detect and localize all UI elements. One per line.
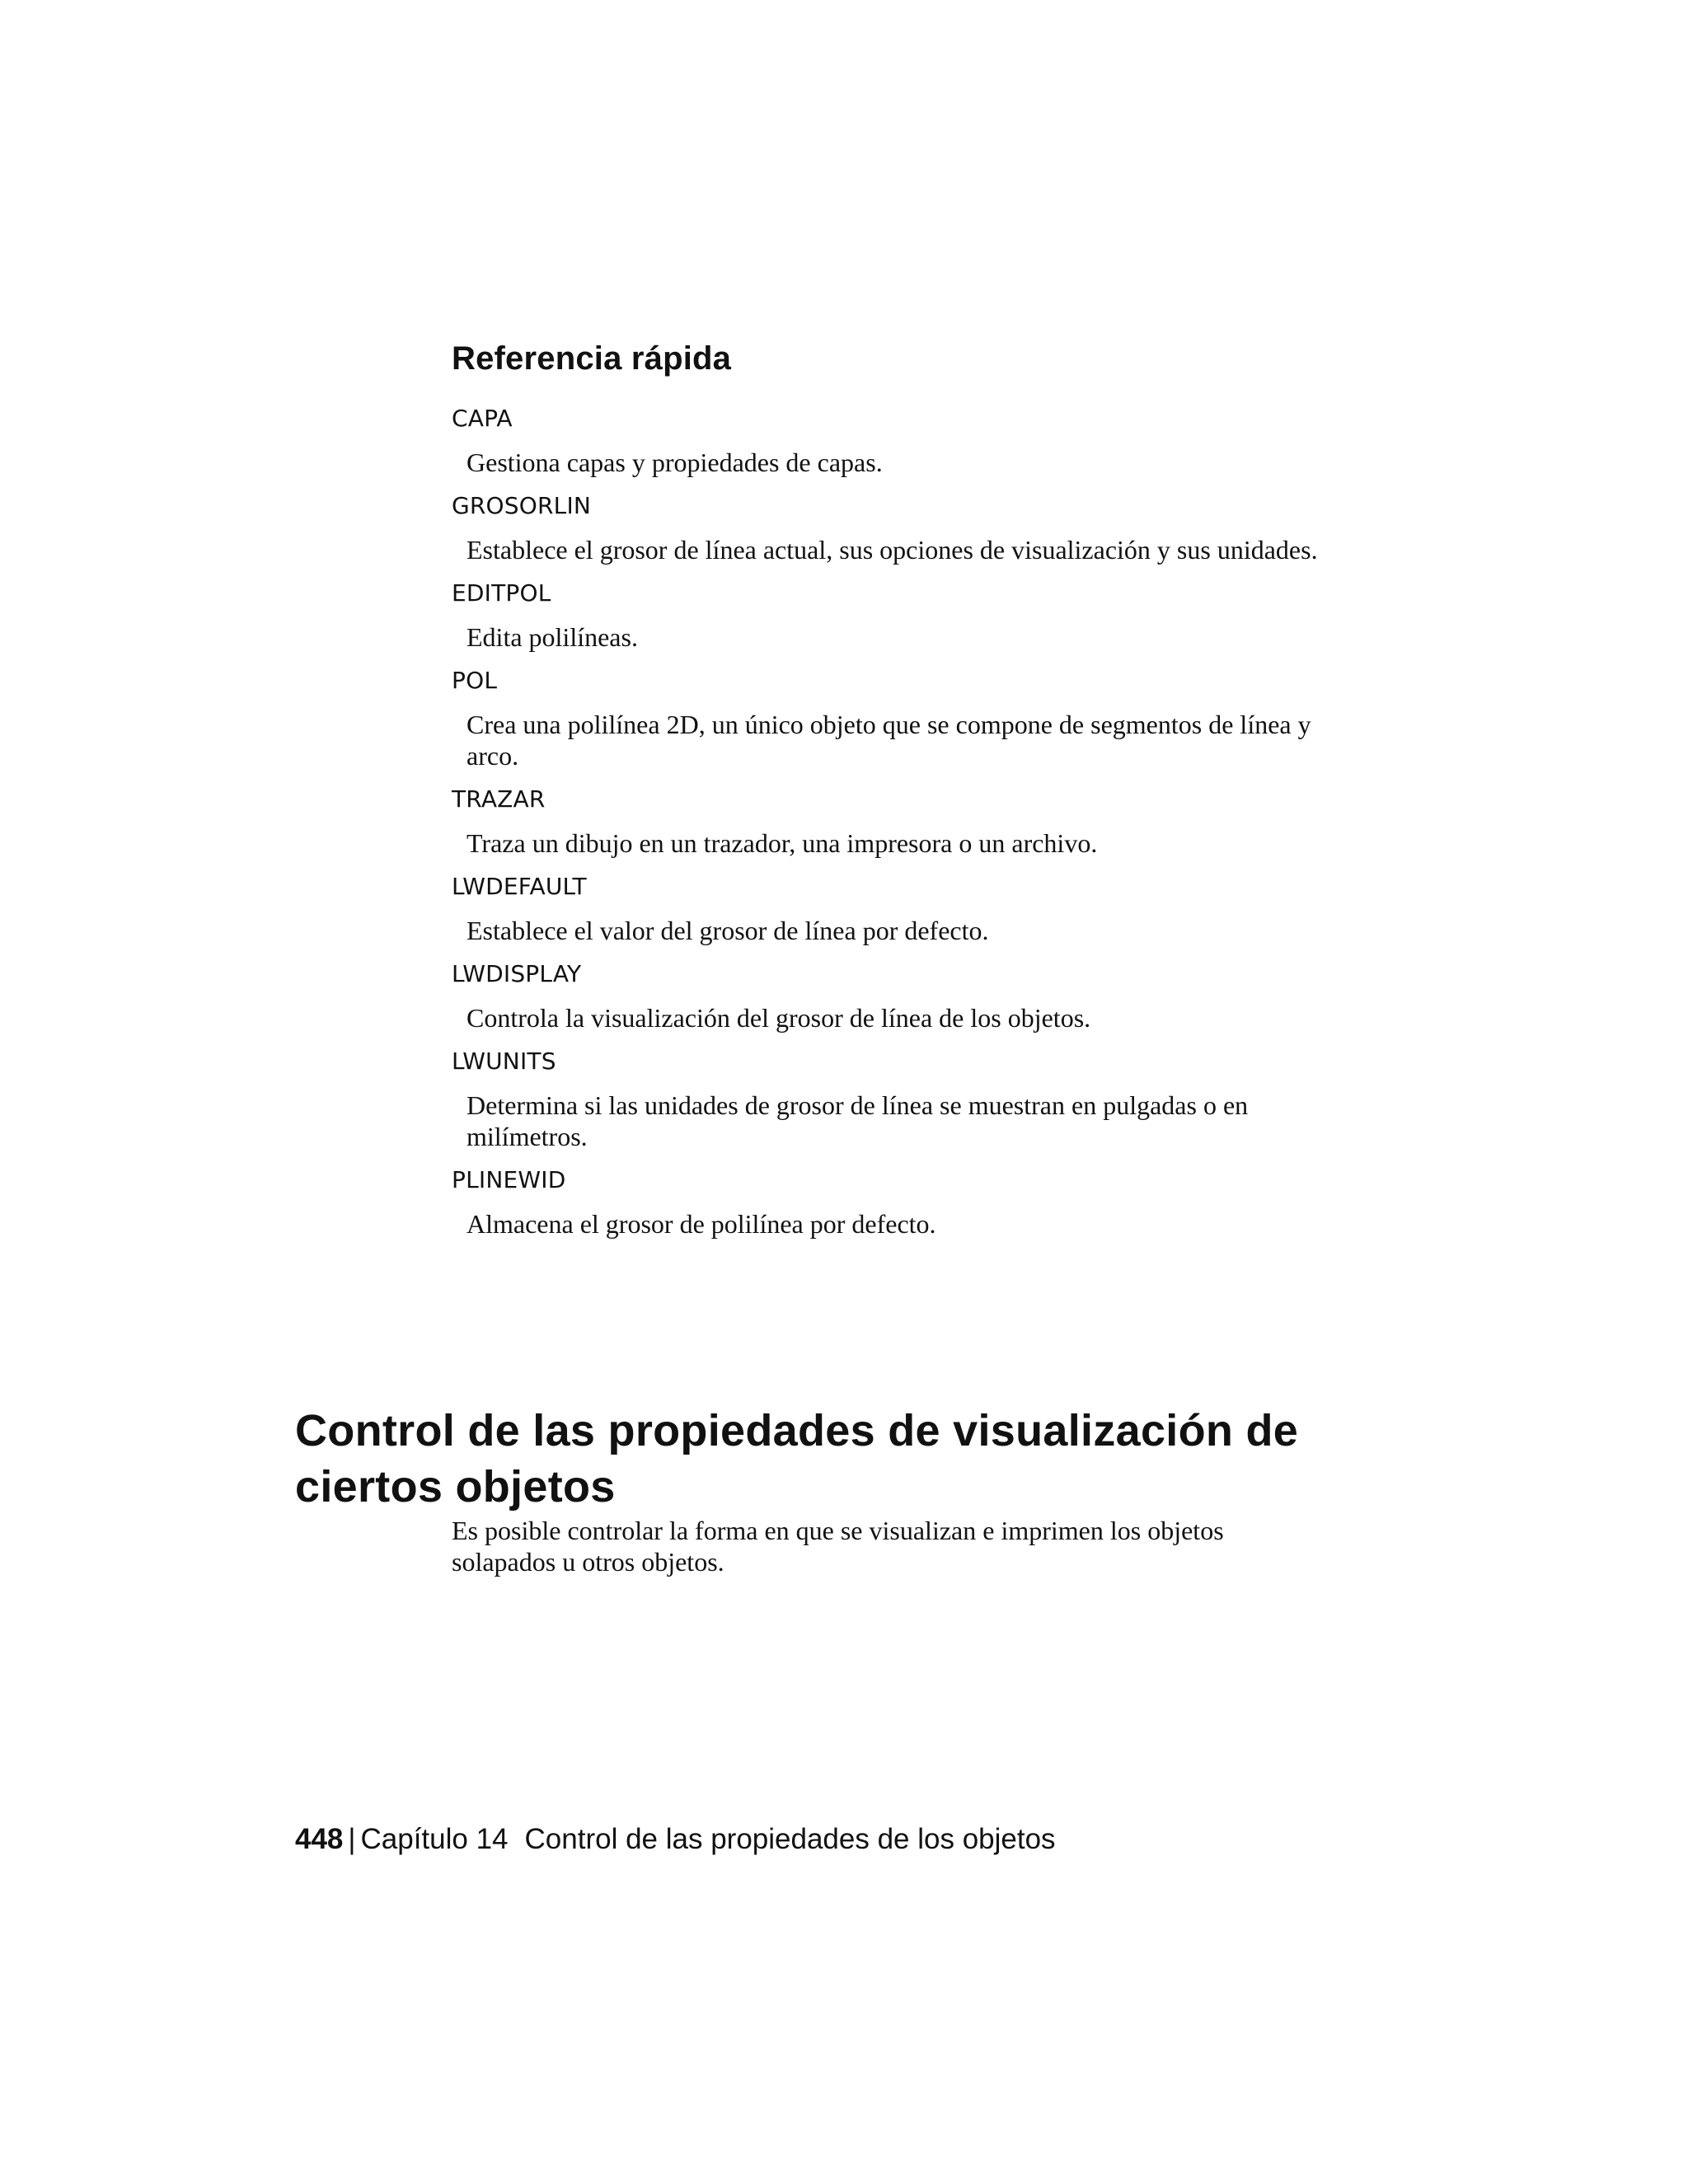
reference-entry-editpol [452, 577, 1342, 653]
quick-reference-title: Referencia rápida [452, 340, 732, 377]
command-name: POL [452, 667, 498, 694]
command-name: GROSORLIN [452, 492, 592, 519]
footer-separator: | [348, 1823, 356, 1855]
reference-entry-capa [452, 402, 1342, 478]
command-description: Gestiona capas y propiedades de capas. [467, 448, 883, 477]
command-description: Establece el valor del grosor de línea por defecto. [467, 916, 989, 945]
page-footer [295, 1820, 1056, 1859]
command-description: Edita polilíneas. [467, 622, 638, 652]
quick-reference-section [452, 336, 1342, 1251]
page-number: 448 [295, 1823, 344, 1855]
command-name: EDITPOL [452, 579, 551, 607]
reference-entry-plinewid [452, 1164, 1342, 1240]
reference-entry-lwdisplay [452, 958, 1342, 1033]
chapter-label: Capítulo 14 [360, 1823, 509, 1855]
reference-entry-trazar [452, 783, 1342, 859]
command-name: LWUNITS [452, 1047, 556, 1075]
reference-entry-grosorlin [452, 490, 1342, 565]
command-name: LWDEFAULT [452, 873, 587, 900]
command-description: Almacena el grosor de polilínea por defecto. [467, 1209, 936, 1239]
command-description: Establece el grosor de línea actual, sus opciones de visualización y sus unidades. [467, 535, 1318, 565]
reference-entry-pol [452, 664, 1342, 771]
section-heading: Control de las propiedades de visualización de ciertos objetos [295, 1406, 1299, 1511]
command-name: TRAZAR [452, 785, 546, 813]
reference-entry-lwdefault [452, 870, 1342, 946]
command-name: LWDISPLAY [452, 960, 582, 987]
command-description: Determina si las unidades de grosor de línea se muestran en pulgadas o en milímetros. [467, 1090, 1249, 1151]
command-name: CAPA [452, 405, 513, 432]
command-description: Crea una polilínea 2D, un único objeto que se compone de segmentos de línea y arco. [467, 710, 1311, 771]
command-description: Controla la visualización del grosor de línea de los objetos. [467, 1003, 1091, 1033]
reference-entry-lwunits [452, 1045, 1342, 1152]
command-name: PLINEWID [452, 1166, 566, 1193]
command-description: Traza un dibujo en un trazador, una impresora o un archivo. [467, 828, 1098, 858]
chapter-title: Control de las propiedades de los objetos [524, 1823, 1056, 1855]
section-intro: Es posible controlar la forma en que se visualizan e imprimen los objetos solapados u otros objetos. [452, 1516, 1224, 1577]
